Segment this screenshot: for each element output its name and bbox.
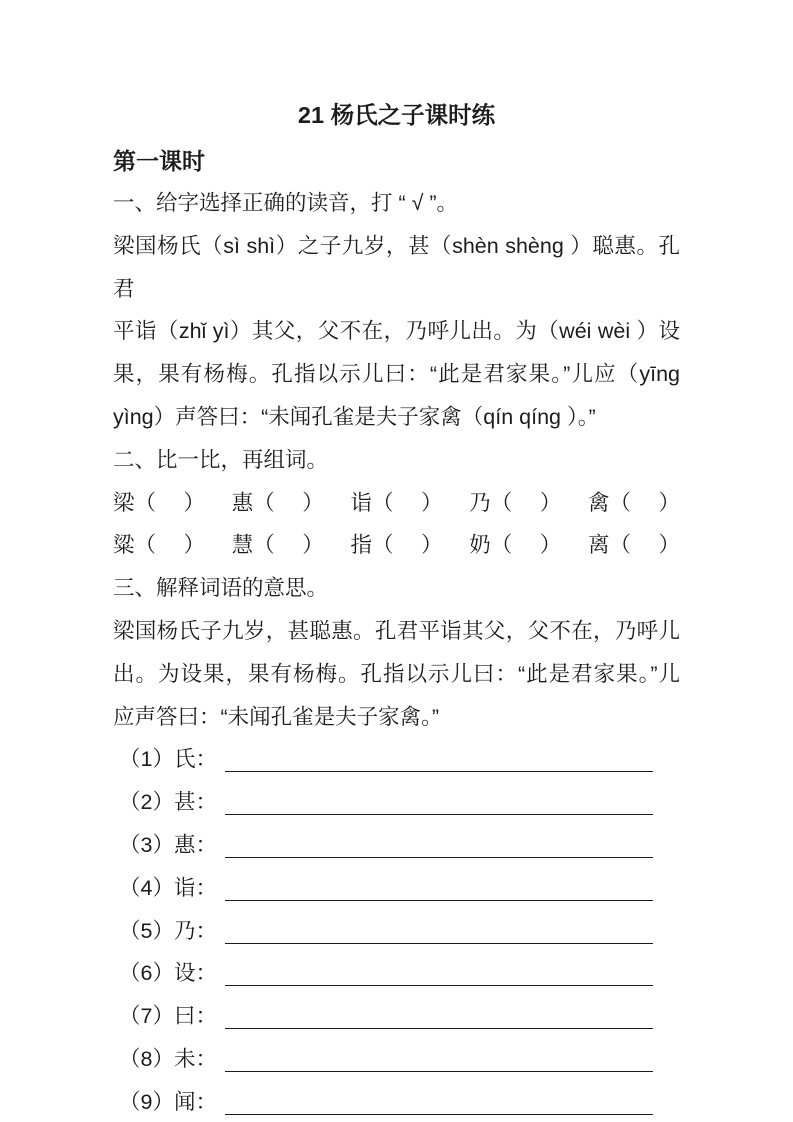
word-form-cell[interactable]: 禽（ ） [588, 490, 680, 515]
word-form-cell[interactable]: 慧（ ） [231, 533, 324, 558]
passage-line: 梁国杨氏子九岁，甚聪惠。孔君平诣其父，父不在，乃呼儿 [113, 618, 680, 643]
exercise-item [113, 910, 680, 953]
exercise-item [113, 738, 680, 781]
exercise2-heading: 二、比一比，再组词。 [113, 447, 329, 472]
item-label: （2）甚： [119, 790, 217, 815]
passage-line: 梁国杨氏（sì shì）之子九岁，甚（shèn shèng ）聪惠。孔君 [113, 233, 680, 301]
answer-blank[interactable] [225, 1081, 653, 1115]
exercise-item [113, 1081, 680, 1122]
word-form-cell[interactable]: 指（ ） [350, 533, 443, 558]
answer-blank[interactable] [225, 824, 653, 858]
exercise3-heading: 三、解释词语的意思。 [113, 576, 329, 601]
exercise-item [113, 824, 680, 867]
page-title: 21 杨氏之子课时练 [297, 102, 496, 128]
exercise-item [113, 995, 680, 1038]
passage-line: 应声答曰：“未闻孔雀是夫子家禽。” [113, 704, 440, 729]
item-label: （7）曰： [119, 1004, 217, 1029]
answer-blank[interactable] [225, 781, 653, 815]
worksheet-body [113, 182, 680, 1122]
passage-line: 平诣（zhǐ yì）其父，父不在，乃呼儿出。为（wéi wèi ）设 [113, 319, 680, 344]
passage-line: yìng）声答曰：“未闻孔雀是夫子家禽（qín qíng ）。” [113, 404, 596, 429]
item-label: （3）惠： [119, 832, 217, 857]
word-form-row [113, 482, 680, 525]
word-form-cell[interactable]: 梁（ ） [113, 490, 205, 515]
exercise-item [113, 952, 680, 995]
item-label: （6）设： [119, 961, 217, 986]
session-heading: 第一课时 [113, 148, 205, 174]
word-form-cell[interactable]: 乃（ ） [469, 490, 562, 515]
exercise-item [113, 781, 680, 824]
passage-line: 果，果有杨梅。孔指以示儿曰：“此是君家果。”儿应（yīng [113, 362, 680, 387]
word-form-cell[interactable]: 粱（ ） [113, 533, 205, 558]
exercise-item [113, 867, 680, 910]
answer-blank[interactable] [225, 867, 653, 901]
word-form-cell[interactable]: 诣（ ） [350, 490, 443, 515]
item-label: （8）未： [119, 1046, 217, 1071]
exercise-item [113, 1038, 680, 1081]
answer-blank[interactable] [225, 1038, 653, 1072]
item-label: （9）闻： [119, 1089, 217, 1114]
item-label: （1）氏： [119, 747, 217, 772]
word-form-cell[interactable]: 奶（ ） [469, 533, 562, 558]
exercise1-heading: 一、给字选择正确的读音，打 “ √ ”。 [113, 191, 459, 215]
item-label: （4）诣： [119, 875, 217, 900]
word-form-row [113, 524, 680, 567]
passage-line: 出。为设果，果有杨梅。孔指以示儿曰：“此是君家果。”儿 [113, 661, 680, 686]
answer-blank[interactable] [225, 952, 653, 986]
word-form-cell[interactable]: 离（ ） [588, 533, 680, 558]
answer-blank[interactable] [225, 910, 653, 944]
item-label: （5）乃： [119, 918, 217, 943]
word-form-cell[interactable]: 惠（ ） [231, 490, 324, 515]
answer-blank[interactable] [225, 738, 653, 772]
answer-blank[interactable] [225, 995, 653, 1029]
